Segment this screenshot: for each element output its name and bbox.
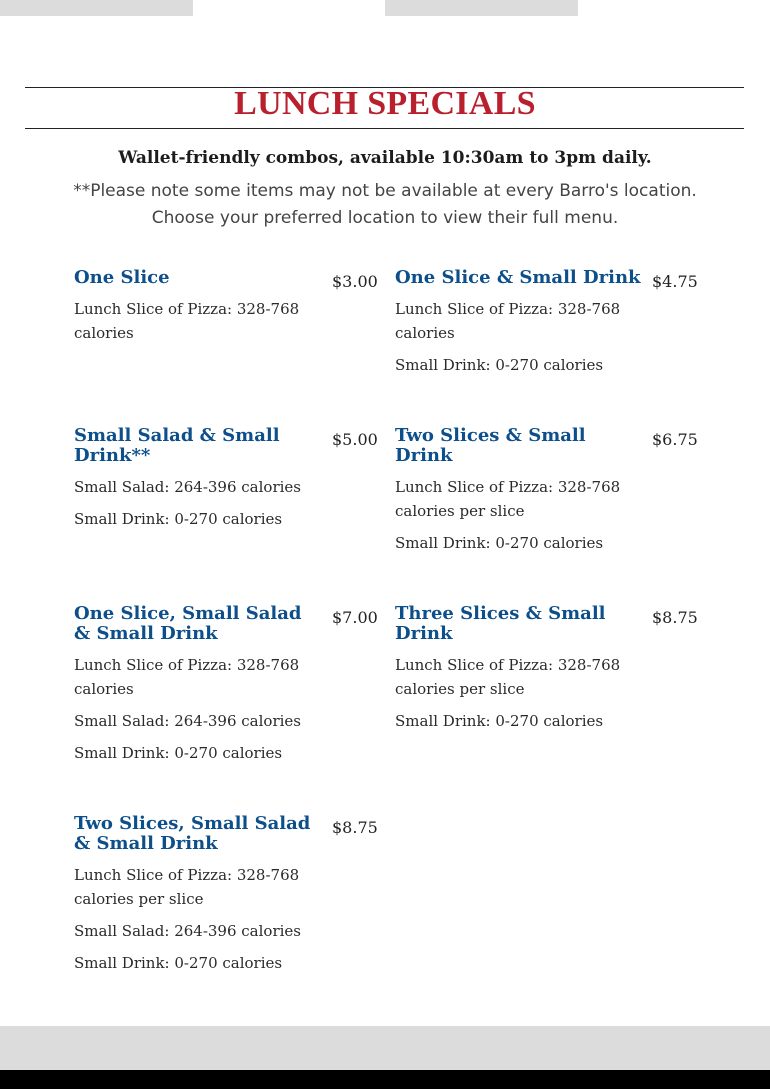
tab-1[interactable] <box>0 0 193 16</box>
menu-item-name: One Slice & Small Drink <box>395 267 641 288</box>
menu-item-detail: Small Drink: 0-270 calories <box>74 510 283 528</box>
menu-item-detail: Small Drink: 0-270 calories <box>395 356 604 374</box>
menu-item-detail: Lunch Slice of Pizza: 328-768 calories <box>74 300 300 342</box>
menu-item-detail: Lunch Slice of Pizza: 328-768 calories <box>395 300 621 342</box>
menu-item-detail: Lunch Slice of Pizza: 328-768 calories per slice <box>74 866 300 908</box>
menu-item-detail: Small Salad: 264-396 calories <box>74 478 301 496</box>
tab-3[interactable] <box>385 0 578 16</box>
menu-item-name: One Slice <box>74 267 170 288</box>
menu-item-details <box>74 863 314 983</box>
menu-item-details <box>395 653 635 741</box>
menu-item-price: $8.75 <box>652 608 698 627</box>
footer-bar <box>0 1070 770 1089</box>
menu-item-price: $3.00 <box>332 272 378 291</box>
menu-item-name: Small Salad & Small Drink** <box>74 425 280 466</box>
section-tagline: Wallet-friendly combos, available 10:30am to 3pm daily. <box>118 148 652 168</box>
menu-item-price: $6.75 <box>652 430 698 449</box>
menu-item-details <box>395 475 635 563</box>
tab-4[interactable] <box>578 0 770 16</box>
menu-item-details <box>74 653 314 773</box>
menu-item-name: Two Slices, Small Salad & Small Drink <box>74 813 311 854</box>
menu-item-details <box>74 475 314 539</box>
menu-item-detail: Small Drink: 0-270 calories <box>74 954 283 972</box>
menu-item-details <box>395 297 635 385</box>
menu-item-name: Three Slices & Small Drink <box>395 603 606 644</box>
menu-item-price: $8.75 <box>332 818 378 837</box>
availability-note: **Please note some items may not be available at every Barro's location. Choose your preferred location to view their full menu. <box>73 181 697 228</box>
section-title: LUNCH SPECIALS <box>234 85 536 122</box>
menu-item-detail: Small Salad: 264-396 calories <box>74 712 301 730</box>
menu-item-detail: Small Drink: 0-270 calories <box>74 744 283 762</box>
menu-item-detail: Lunch Slice of Pizza: 328-768 calories per slice <box>395 478 621 520</box>
footer-band <box>0 1026 770 1070</box>
top-tab-strip <box>0 0 770 16</box>
menu-item-name: Two Slices & Small Drink <box>395 425 586 466</box>
tab-2[interactable] <box>193 0 386 16</box>
menu-item-price: $5.00 <box>332 430 378 449</box>
menu-item-price: $7.00 <box>332 608 378 627</box>
menu-item-detail: Lunch Slice of Pizza: 328-768 calories per slice <box>395 656 621 698</box>
menu-item-detail: Small Drink: 0-270 calories <box>395 712 604 730</box>
menu-item-detail: Lunch Slice of Pizza: 328-768 calories <box>74 656 300 698</box>
menu-item-name: One Slice, Small Salad & Small Drink <box>74 603 302 644</box>
menu-item-details <box>74 297 314 353</box>
menu-item-detail: Small Salad: 264-396 calories <box>74 922 301 940</box>
title-rule-bottom <box>25 128 744 129</box>
menu-item-price: $4.75 <box>652 272 698 291</box>
menu-item-detail: Small Drink: 0-270 calories <box>395 534 604 552</box>
